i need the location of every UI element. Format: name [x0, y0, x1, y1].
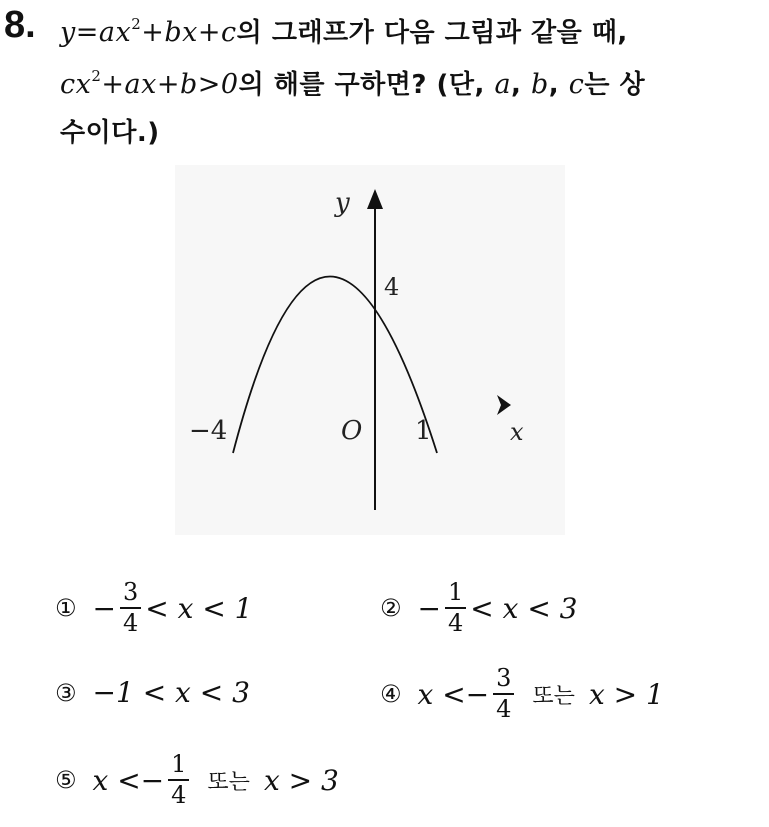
inequality-square: 2	[91, 67, 102, 85]
or-word: 또는	[532, 683, 575, 709]
parabola-graph	[175, 165, 565, 535]
y-axis-label: y	[335, 188, 350, 218]
fraction: $\frac{3}{4}$	[493, 666, 514, 722]
x-axis-label: x	[510, 418, 524, 446]
question-line-1: $y=ax^2+bx+c$의 그래프가 다음 그림과 같을 때,	[60, 15, 628, 48]
fraction: $\frac{1}{4}$	[445, 580, 466, 636]
choice-marker: ⑤	[55, 766, 77, 795]
choice-marker: ②	[380, 594, 402, 623]
right-root-label: 1	[415, 416, 432, 446]
param-c: c	[568, 69, 585, 100]
y-intercept-label: 4	[384, 273, 400, 301]
left-root-label: −4	[189, 416, 228, 446]
question-text-3: 는 상	[584, 70, 646, 100]
or-word: 또는	[207, 769, 250, 795]
choice-2[interactable]: ② − $\frac{1}{4}$ < x < 3	[380, 578, 578, 638]
equation-y: y	[60, 17, 76, 48]
question-text-1: 의 그래프가 다음 그림과 같을 때,	[236, 18, 628, 48]
graph-background	[175, 165, 565, 535]
question-number: 8.	[4, 4, 36, 46]
param-b: b	[531, 69, 549, 100]
choice-marker: ①	[55, 594, 77, 623]
choice-marker: ④	[380, 680, 402, 709]
choice-4[interactable]: ④ x <− $\frac{3}{4}$ 또는 x > 1	[380, 664, 664, 724]
fraction: $\frac{1}{4}$	[168, 752, 189, 808]
equation-rest: +bx+c	[141, 17, 237, 48]
inequality-cx: cx	[60, 69, 92, 100]
question-line-2: $cx^2+ax+b>0$의 해를 구하면? (단, a, b, c는 상	[60, 67, 646, 100]
fraction: $\frac{3}{4}$	[120, 580, 141, 636]
question-text-2: 의 해를 구하면? (단,	[238, 70, 485, 100]
param-a: a	[494, 69, 512, 100]
inequality-rest: +ax+b>0	[101, 69, 239, 100]
question-text-4: 수이다.)	[60, 118, 160, 148]
choice-5[interactable]: ⑤ x <− $\frac{1}{4}$ 또는 x > 3	[55, 750, 339, 810]
question-line-3	[60, 112, 160, 149]
equation-ax: ax	[98, 17, 132, 48]
choice-1[interactable]: ① − $\frac{3}{4}$ < x < 1	[55, 578, 253, 638]
origin-label: O	[341, 416, 363, 446]
equation-square: 2	[131, 15, 142, 33]
choice-marker: ③	[55, 678, 77, 707]
choice-3[interactable]: ③ −1 < x < 3	[55, 676, 250, 709]
